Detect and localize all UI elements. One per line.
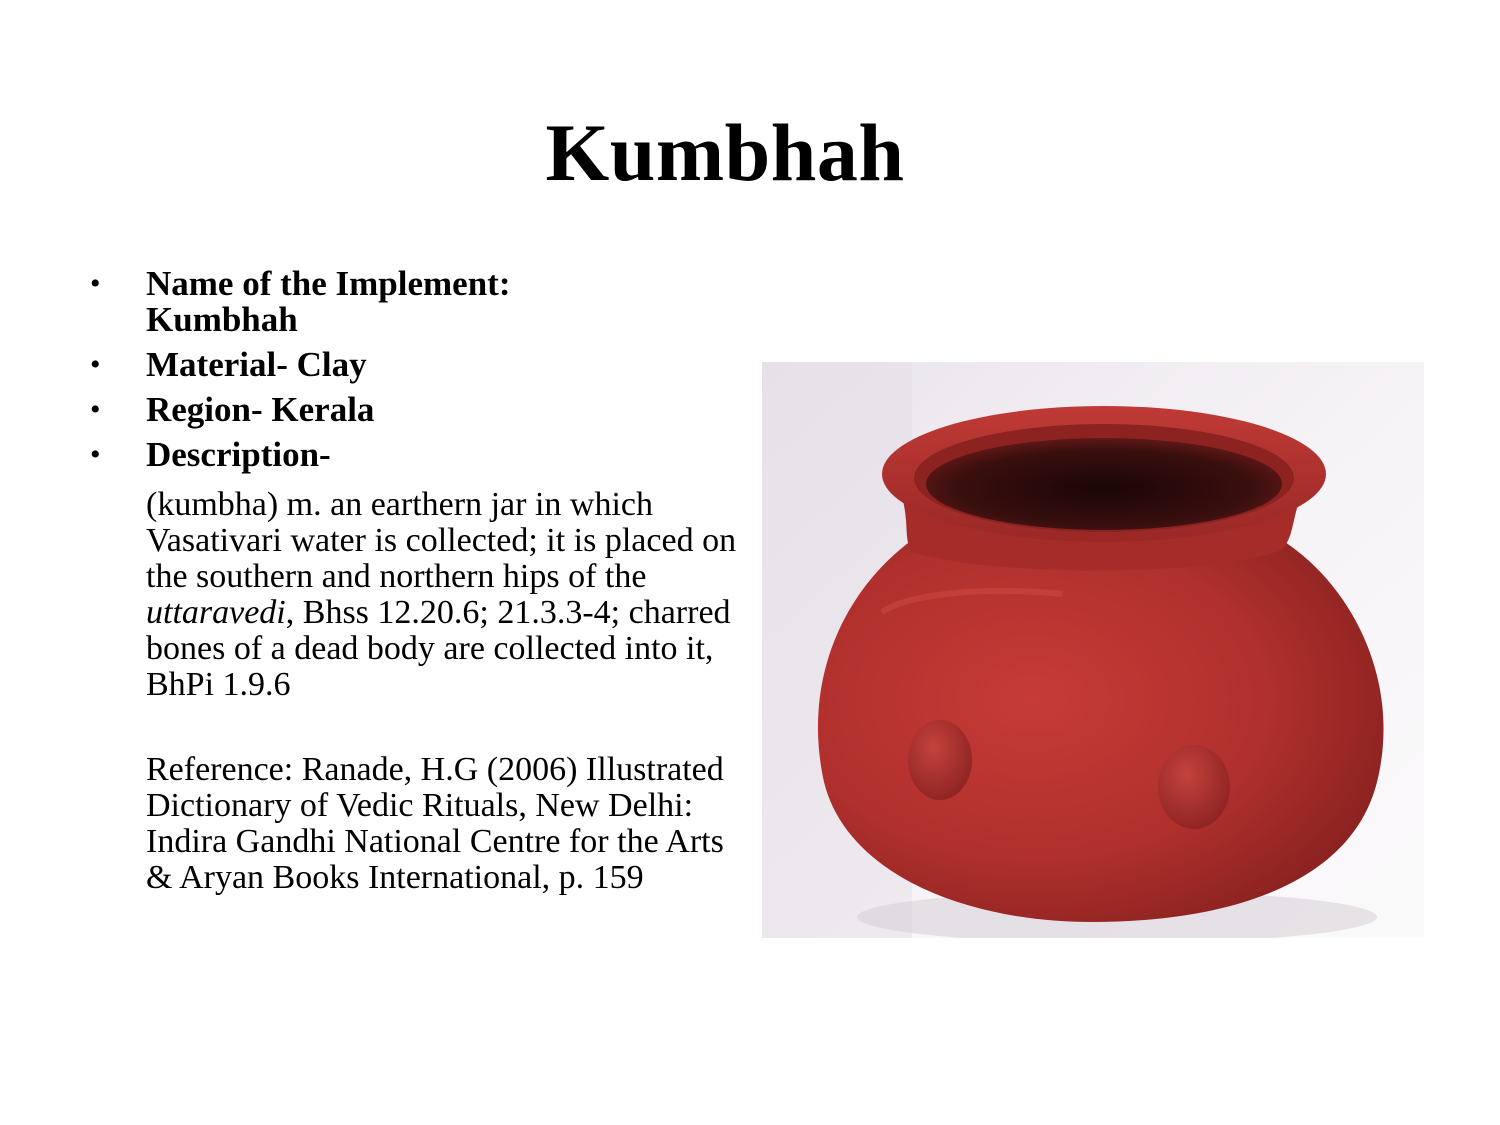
bullet-icon: • bbox=[90, 393, 101, 426]
bullet-item-name bbox=[84, 266, 744, 338]
bullet-label-name: Name of the Implement: bbox=[146, 264, 511, 303]
bullet-value-name: Kumbhah bbox=[146, 300, 298, 339]
bullet-icon: • bbox=[90, 267, 101, 300]
description-text: (kumbha) m. an earthern jar in which Vasativari water is collected; it is placed on the southern and northern hips of the uttaravedi, Bhss 12.20.6; 21.3.3-4; charred bones of a dead body are collected into it, BhPi 1.9.6 bbox=[146, 486, 737, 703]
bullet-label-region: Region- Kerala bbox=[146, 390, 375, 429]
clay-pot-photo bbox=[762, 362, 1424, 938]
clay-pot-image bbox=[762, 362, 1424, 938]
bullet-icon: • bbox=[90, 348, 101, 381]
italic-term: uttaravedi bbox=[146, 594, 286, 631]
slide-title: Kumbhah bbox=[545, 107, 905, 198]
bullet-item-region bbox=[84, 392, 744, 428]
bullet-item-material bbox=[84, 347, 744, 383]
content-list bbox=[84, 266, 744, 896]
bullet-label-material: Material- Clay bbox=[146, 345, 367, 384]
reference-text: Reference: Ranade, H.G (2006) Illustrated Dictionary of Vedic Rituals, New Delhi: Indira Gandhi National Centre for the Arts & Aryan Books International, p. 159 bbox=[146, 751, 724, 896]
bullet-label-description: Description- bbox=[146, 435, 331, 474]
bullet-item-description bbox=[84, 437, 744, 473]
bullet-icon: • bbox=[90, 438, 101, 471]
